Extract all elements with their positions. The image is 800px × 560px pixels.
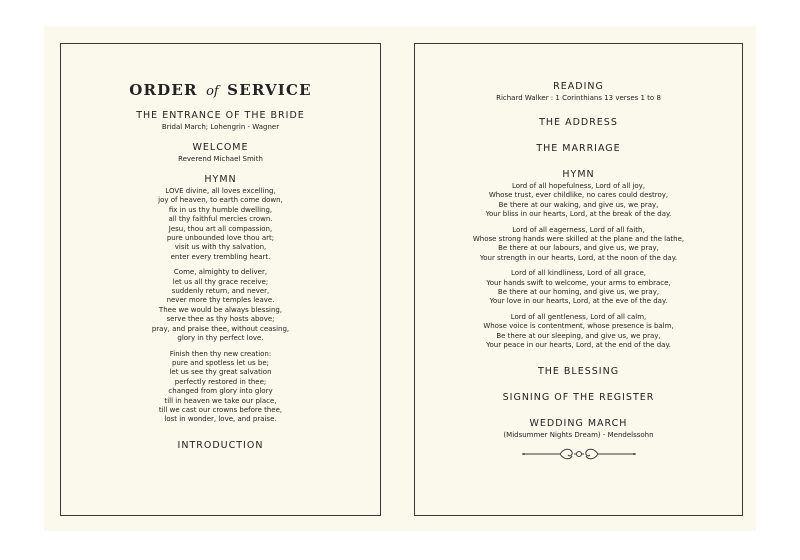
verse-line: never more thy temples leave. <box>166 296 275 305</box>
hymn-verse-1 <box>61 187 380 262</box>
verse-line: Come, almighty to deliver, <box>173 268 268 277</box>
verse-line: serve thee as thy hosts above; <box>166 315 275 324</box>
hymn-heading-left: HYMN <box>204 174 237 185</box>
verse-line: perfectly restored in thee; <box>174 377 267 386</box>
verse-line: all thy faithful mercies crown. <box>168 215 273 224</box>
verse-line: Be there at our sleeping, and give us, we pray, <box>496 331 661 340</box>
hymn-heading-right: HYMN <box>562 169 595 180</box>
verse-line: Lord of all eagerness, Lord of all faith, <box>512 225 645 234</box>
title-part-1: ORDER <box>129 81 198 99</box>
verse-line: enter every trembling heart. <box>170 252 271 261</box>
marriage-heading: THE MARRIAGE <box>536 143 621 154</box>
verse-line: Finish then thy new creation: <box>169 349 272 358</box>
register-heading: SIGNING OF THE REGISTER <box>502 391 655 403</box>
welcome-heading: WELCOME <box>192 142 249 153</box>
page-title <box>61 81 380 99</box>
verse-line: till in heaven we take our place, <box>164 396 277 405</box>
verse-line: let us all thy grace receive; <box>172 277 269 286</box>
wedding-march-heading: WEDDING MARCH <box>529 417 628 429</box>
verse-line: Lord of all kindliness, Lord of all grace, <box>511 269 646 278</box>
verse-line: Lord of all hopefulness, Lord of all joy, <box>511 182 646 190</box>
verse-line: Thee we would be always blessing, <box>158 305 283 314</box>
hymn2-verse-1 <box>415 182 742 220</box>
left-panel <box>60 43 381 516</box>
verse-line: till we cast our crowns before thee, <box>158 405 283 414</box>
title-of: of <box>206 84 219 99</box>
welcome-detail: Reverend Michael Smith <box>178 155 263 163</box>
verse-line: Whose trust, ever childlike, no cares could destroy, <box>488 191 669 200</box>
verse-line: Your peace in our hearts, Lord, at the end of the day. <box>486 341 671 350</box>
hymn-verse-3 <box>61 350 380 425</box>
reading-heading: READING <box>553 81 604 92</box>
verse-line: pray, and praise thee, without ceasing, <box>151 324 290 333</box>
right-column <box>415 81 742 461</box>
title-part-2: SERVICE <box>227 81 312 99</box>
hymn2-verse-4 <box>415 313 742 351</box>
hymn2-verse-3 <box>415 269 742 307</box>
left-column <box>61 81 380 451</box>
right-panel <box>414 43 743 516</box>
verse-line: pure unbounded love thou art; <box>166 234 275 243</box>
verse-line: Whose voice is contentment, whose presence is balm, <box>483 322 674 331</box>
verse-line: LOVE divine, all loves excelling, <box>165 187 276 195</box>
verse-line: Your strength in our hearts, Lord, at the noon of the day. <box>479 253 678 262</box>
verse-line: Your bliss in our hearts, Lord, at the break of the day. <box>485 210 672 219</box>
verse-line: lost in wonder, love, and praise. <box>164 415 277 424</box>
verse-line: joy of heaven, to earth come down, <box>158 196 283 205</box>
verse-line: Your love in our hearts, Lord, at the eve of the day. <box>489 297 668 306</box>
introduction-heading: INTRODUCTION <box>177 439 264 451</box>
verse-line: glory in thy perfect love. <box>177 334 264 343</box>
entrance-heading: THE ENTRANCE OF THE BRIDE <box>136 110 305 121</box>
verse-line: visit us with thy salvation, <box>174 243 267 252</box>
entrance-detail: Bridal March; Lohengrin - Wagner <box>161 123 280 131</box>
verse-line: let us see thy great salvation <box>169 368 272 377</box>
verse-line: pure and spotless let us be; <box>171 358 270 367</box>
verse-line: Whose strong hands were skilled at the plane and the lathe, <box>472 235 685 244</box>
hymn-verse-2 <box>61 268 380 343</box>
program-sheet <box>44 26 756 531</box>
verse-line: changed from glory into glory <box>168 387 273 396</box>
wedding-march-detail: (Midsummer Nights Dream) - Mendelssohn <box>503 430 654 439</box>
verse-line: Your hands swift to welcome, your arms to embrace, <box>486 278 671 287</box>
reading-detail: Richard Walker : 1 Corinthians 13 verses 1 to 8 <box>496 94 661 102</box>
verse-line: Be there at our homing, and give us, we pray, <box>497 288 660 297</box>
verse-line: Be there at our waking, and give us, we pray, <box>498 200 659 209</box>
verse-line: Be there at our labours, and give us, we pray, <box>498 244 659 253</box>
flourish-divider-icon <box>520 447 638 461</box>
verse-line: fix in us thy humble dwelling, <box>168 205 273 214</box>
address-heading: THE ADDRESS <box>539 117 618 128</box>
hymn2-verse-2 <box>415 226 742 264</box>
verse-line: Jesu, thou art all compassion, <box>168 224 273 233</box>
verse-line: Lord of all gentleness, Lord of all calm, <box>510 312 647 321</box>
blessing-heading: THE BLESSING <box>537 365 620 377</box>
verse-line: suddenly return, and never, <box>171 287 270 296</box>
